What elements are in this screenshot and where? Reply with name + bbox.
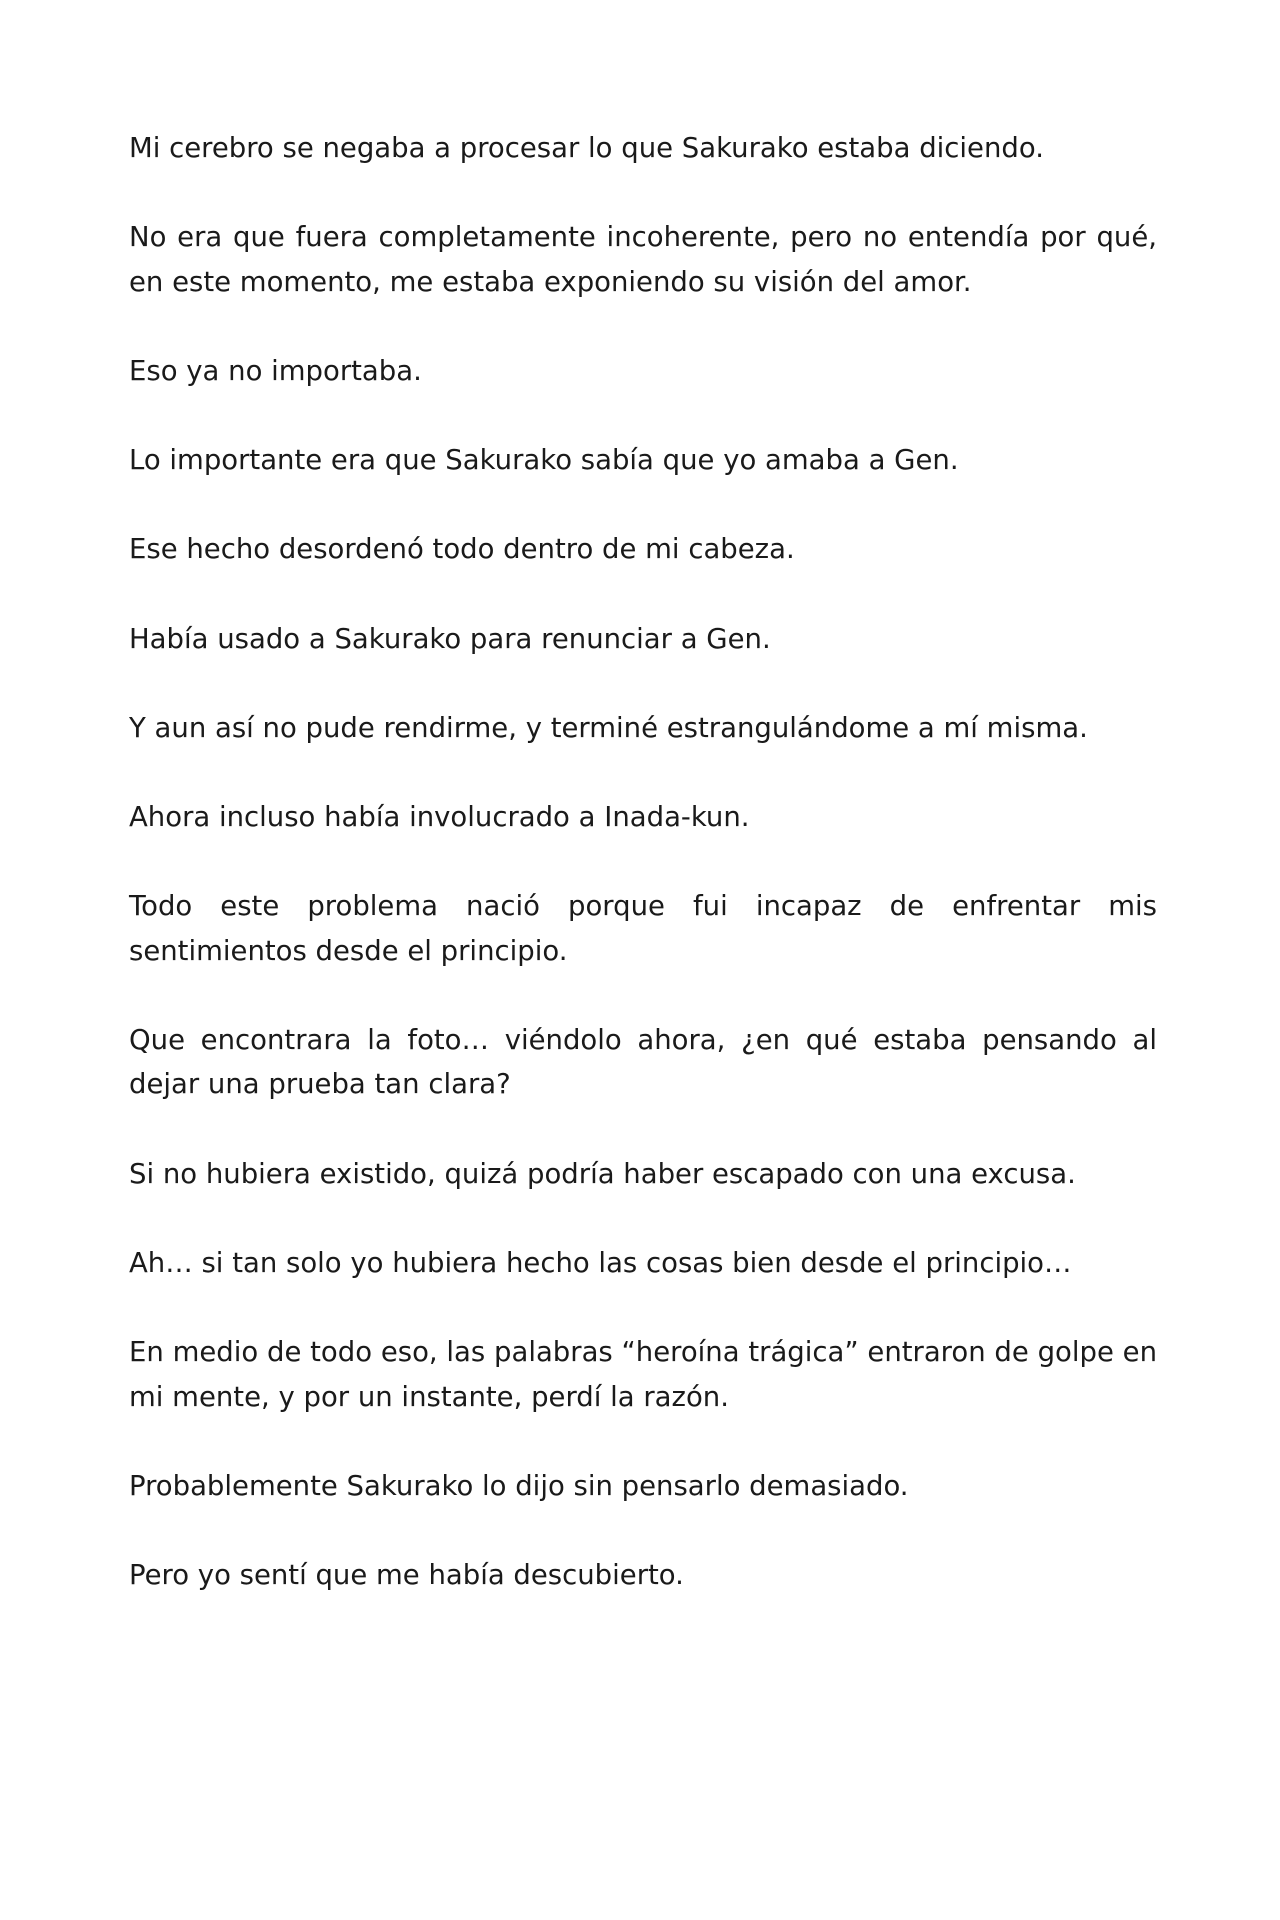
paragraph: Que encontrara la foto… viéndolo ahora, ¿en qué estaba pensando al dejar una prueba tan clara?	[129, 1023, 1157, 1101]
paragraph: Todo este problema nació porque fui incapaz de enfrentar mis sentimientos desde el principio.	[129, 890, 1157, 967]
paragraph: Y aun así no pude rendirme, y terminé estrangulándome a mí misma.	[129, 711, 1088, 744]
paragraph: Eso ya no importaba.	[129, 354, 422, 387]
paragraph: En medio de todo eso, las palabras “heroína trágica” entraron de golpe en mi mente, y por un instante, perdí la razón.	[129, 1336, 1157, 1413]
document-body	[129, 126, 1157, 1642]
paragraph: Ahora incluso había involucrado a Inada-kun.	[129, 800, 750, 833]
paragraph: No era que fuera completamente incoherente, pero no entendía por qué, en este momento, me estaba exponiendo su visión del amor.	[129, 221, 1157, 298]
paragraph: Si no hubiera existido, quizá podría haber escapado con una excusa.	[129, 1157, 1076, 1190]
paragraph: Ese hecho desordenó todo dentro de mi cabeza.	[129, 533, 795, 566]
paragraph: Lo importante era que Sakurako sabía que yo amaba a Gen.	[129, 444, 959, 477]
paragraph: Ah… si tan solo yo hubiera hecho las cosas bien desde el principio…	[129, 1246, 1072, 1279]
paragraph: Había usado a Sakurako para renunciar a Gen.	[129, 622, 771, 655]
paragraph: Mi cerebro se negaba a procesar lo que Sakurako estaba diciendo.	[129, 132, 1044, 164]
paragraph: Probablemente Sakurako lo dijo sin pensarlo demasiado.	[129, 1469, 909, 1502]
paragraph: Pero yo sentí que me había descubierto.	[129, 1559, 684, 1591]
